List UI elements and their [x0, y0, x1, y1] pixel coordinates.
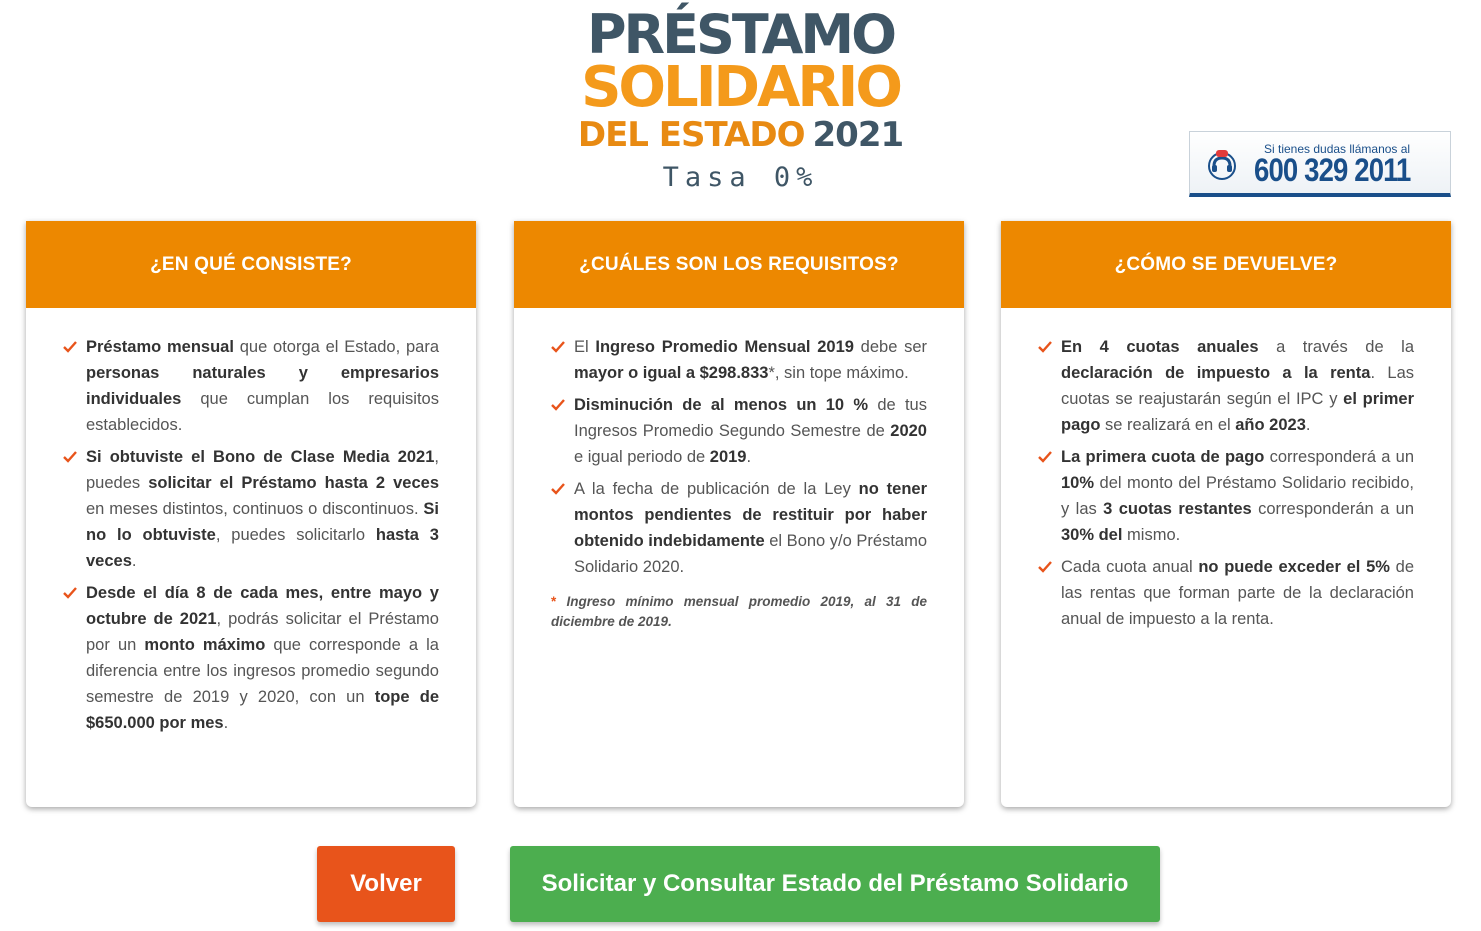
item-text-run: El [574, 338, 596, 356]
list-item [1038, 444, 1414, 548]
item-text-run: declaración de impuesto a la renta [1061, 364, 1371, 382]
item-text-run: de las rentas que forman parte de la declaración anual de impuesto a la renta. [1061, 558, 1415, 628]
item-text-run: Disminución de al menos un 10 % [574, 396, 869, 414]
phone-caption: Si tienes dudas llámanos al [1264, 142, 1411, 156]
card-title: ¿CÓMO SE DEVUELVE? [1001, 221, 1451, 308]
item-text-run: , podrás solicitar el Préstamo por un [86, 610, 439, 654]
item-text-run: solicitar el Préstamo hasta 2 veces [148, 474, 440, 492]
item-text-run: , puedes solicitarlo [215, 526, 376, 544]
item-text-run: . Las cuotas se reajustarán según el IPC y [1061, 364, 1414, 408]
item-text-run: de tus Ingresos Promedio Segundo Semestre de [574, 396, 927, 440]
item-text-run: mayor o igual a $298.833 [574, 364, 769, 382]
check-icon [551, 340, 565, 354]
card-body [26, 308, 476, 736]
list-item [63, 444, 439, 574]
item-text-run: del monto del Préstamo Solidario recibido, y las [1061, 474, 1414, 518]
card-title: ¿CUÁLES SON LOS REQUISITOS? [514, 221, 964, 308]
check-icon [551, 482, 565, 496]
check-icon [1038, 450, 1052, 464]
item-text-run: se realizará en el [1100, 416, 1236, 434]
item-text-run: no tener montos pendientes de restituir por haber obtenido indebidamente [574, 480, 927, 550]
check-icon [63, 340, 77, 354]
list-item [1038, 554, 1414, 632]
item-text-run: corresponderán a un [1251, 500, 1415, 518]
logo-year: 2021 [812, 115, 904, 155]
card-como-se-devuelve [1001, 221, 1451, 807]
card-requisitos [514, 221, 964, 807]
list-item [1038, 334, 1414, 438]
item-text-run: monto máximo [144, 636, 266, 654]
item-text-run: Si obtuviste el Bono de Clase Media 2021 [86, 448, 435, 466]
check-icon [1038, 340, 1052, 354]
card-en-que-consiste [26, 221, 476, 807]
item-text-run: a través de la [1258, 338, 1415, 356]
item-text-run: tope de $650.000 por mes [86, 688, 440, 732]
item-text-run: el Bono y/o Préstamo Solidario 2020. [574, 532, 928, 576]
list-item [551, 334, 927, 386]
item-text-run: personas naturales y empresarios individuales [86, 364, 439, 408]
phone-banner[interactable] [1189, 131, 1451, 197]
card-body [514, 308, 964, 632]
apply-button[interactable]: Solicitar y Consultar Estado del Préstamo Solidario [510, 846, 1160, 922]
phone-number: 600 329 2011 [1254, 152, 1411, 188]
item-text-run: En 4 cuotas anuales [1061, 338, 1259, 356]
list-item [551, 476, 927, 580]
item-text-run: 3 cuotas restantes [1103, 500, 1252, 518]
item-text-run: . [746, 448, 752, 466]
item-text-run: debe ser [853, 338, 928, 356]
item-text-run: . [223, 714, 229, 732]
item-text-run: no puede exceder el 5% [1198, 558, 1390, 576]
item-text-run: Ingreso Promedio Mensual 2019 [595, 338, 854, 356]
logo-tagline: Tasa 0% [662, 162, 819, 193]
item-text-run: e igual periodo de [574, 448, 710, 466]
card-body [1001, 308, 1451, 632]
logo-line-2: SOLIDARIO [581, 55, 900, 120]
back-button[interactable]: Volver [317, 846, 455, 922]
logo-line-3-text: DEL ESTADO [577, 115, 805, 155]
check-icon [551, 398, 565, 412]
item-text-run: hasta 3 veces [86, 526, 439, 570]
check-icon [1038, 560, 1052, 574]
item-text-run: 30% del [1061, 526, 1123, 544]
item-text-run: mismo. [1122, 526, 1181, 544]
item-text-run: Cada cuota anual [1061, 558, 1199, 576]
item-text-run: año 2023 [1235, 416, 1306, 434]
footnote-text: Ingreso mínimo mensual promedio 2019, al 31 de diciembre de 2019. [551, 594, 927, 629]
item-text-run: *, sin tope máximo. [768, 364, 909, 382]
item-text-run: , puedes [86, 448, 439, 492]
item-text-run: corresponderá a un [1264, 448, 1415, 466]
item-text-run: La primera cuota de pago [1061, 448, 1265, 466]
item-text-run: . [1305, 416, 1311, 434]
item-text-run: Si no lo obtuviste [86, 500, 439, 544]
footnote [551, 592, 927, 632]
item-text-run: que corresponde a la diferencia entre los ingresos promedio segundo semestre de 2019 y 2020, con un [86, 636, 439, 706]
item-text-run: que cumplan los requisitos establecidos. [86, 390, 439, 434]
item-text-run: A la fecha de publicación de la Ley [574, 480, 859, 498]
list-item [551, 392, 927, 470]
item-text-run: el primer pago [1061, 390, 1415, 434]
phone-icon [1204, 146, 1240, 182]
item-text-run: Desde el día 8 de cada mes, entre mayo y octubre de 2021 [86, 584, 439, 628]
check-icon [63, 450, 77, 464]
item-text-run: 2019 [709, 448, 747, 466]
card-title: ¿EN QUÉ CONSISTE? [26, 221, 476, 308]
item-text-run: . [131, 552, 137, 570]
item-text-run: 10% [1061, 474, 1095, 492]
check-icon [63, 586, 77, 600]
list-item [63, 580, 439, 736]
item-text-run: Préstamo mensual [86, 338, 234, 356]
footnote-star: * [551, 594, 557, 609]
item-text-run: 2020 [890, 422, 927, 440]
list-item [63, 334, 439, 438]
item-text-run: en meses distintos, continuos o discontinuos. [86, 500, 424, 518]
item-text-run: que otorga el Estado, para [233, 338, 439, 356]
logo-line-1: PRÉSTAMO [586, 3, 894, 66]
